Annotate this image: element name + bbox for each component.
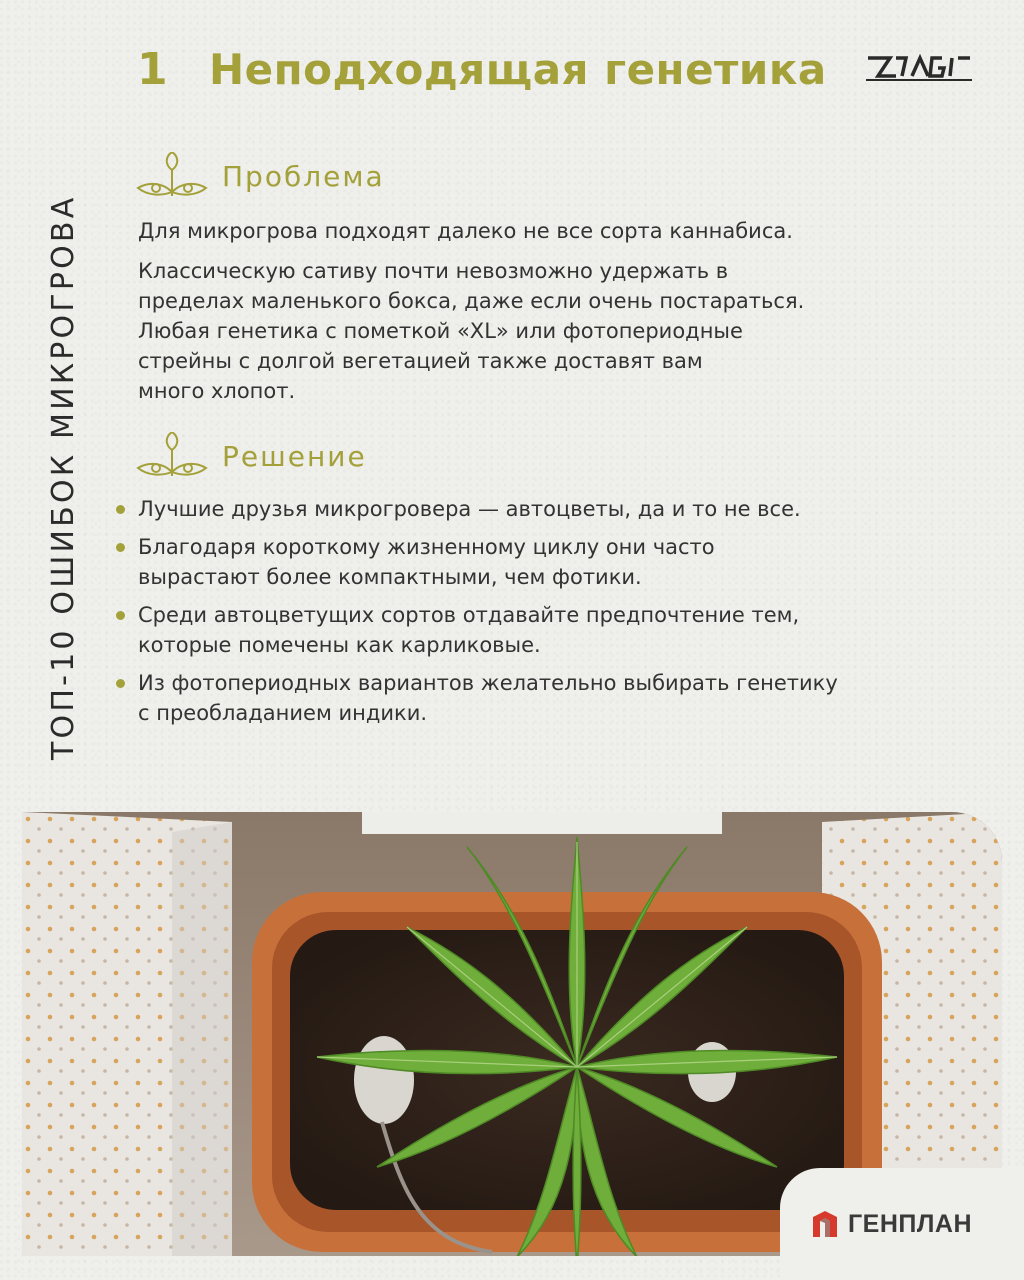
side-series-title: ТОП-10 ОШИБОК МИКРОГРОВА [46,194,81,760]
problem-line: много хлопот. [138,379,296,403]
list-item [114,668,994,728]
brand-badge [780,1168,1024,1280]
genplan-logo-icon [810,1209,840,1239]
solution-list [114,494,994,736]
problem-label: Проблема [222,159,385,193]
list-item [114,532,994,592]
list-item-line: Лучшие друзья микрогровера — автоцветы, да и то не все. [138,497,801,521]
problem-line: стрейны с долгой вегетацией также доставят вам [138,349,703,373]
list-item-line: Из фотопериодных вариантов желательно выбирать генетику [138,671,838,695]
list-item-line: Среди автоцветущих сортов отдавайте предпочтение тем, [138,603,800,627]
list-item [114,600,994,660]
sprout-icon [136,432,208,480]
list-item-line: с преобладанием индики. [138,701,428,725]
problem-heading [136,152,385,200]
bullet-dot-icon [116,679,125,688]
mistake-number: 1 [137,44,168,95]
solution-heading [136,432,367,480]
list-item [114,494,994,524]
problem-line: пределах маленького бокса, даже если очень постараться. [138,289,805,313]
problem-line: Для микрогрова подходят далеко не все сорта каннабиса. [138,219,793,243]
list-item-line: Благодаря короткому жизненному циклу они часто [138,535,715,559]
problem-text-2 [138,256,958,406]
bullet-dot-icon [116,611,125,620]
problem-text-1 [138,216,958,246]
list-item-line: вырастают более компактными, чем фотики. [138,565,642,589]
brand-name: ГЕНПЛАН [848,1209,973,1238]
problem-line: Любая генетика с пометкой «XL» или фотопериодные [138,319,743,343]
brand-logo-icon [866,50,972,84]
bullet-dot-icon [116,543,125,552]
problem-line: Классическую сативу почти невозможно удержать в [138,259,729,283]
page-header [137,44,827,95]
list-item-line: которые помечены как карликовые. [138,633,541,657]
page-title: Неподходящая генетика [209,45,827,94]
sprout-icon [136,152,208,200]
solution-label: Решение [222,439,367,473]
bullet-dot-icon [116,505,125,514]
